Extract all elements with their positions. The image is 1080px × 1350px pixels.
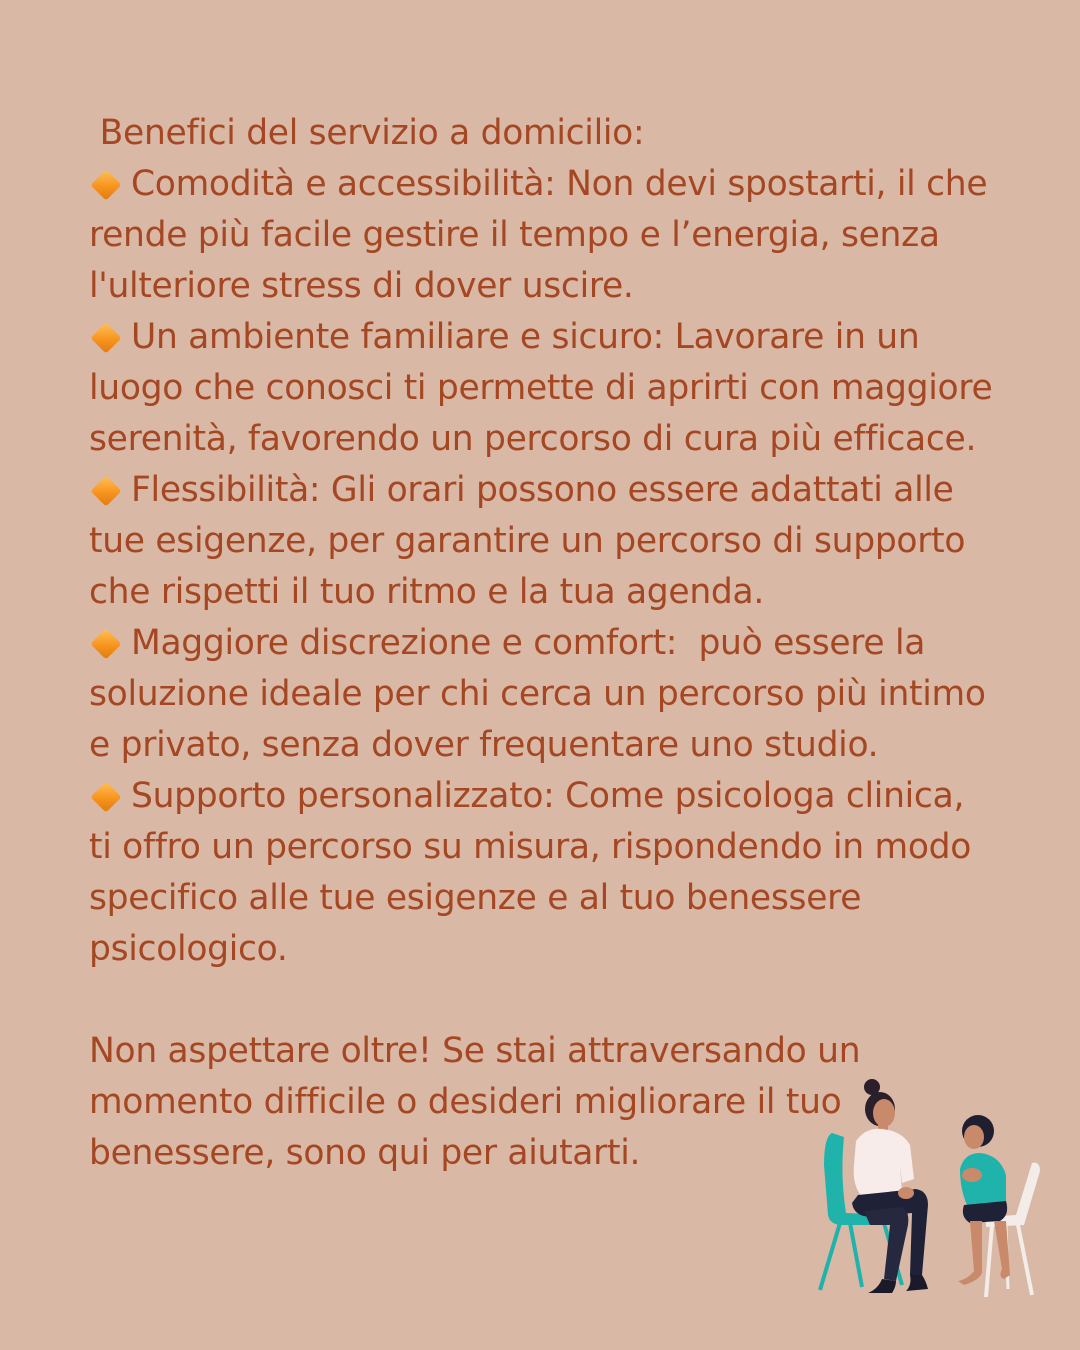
benefit-line: Supporto personalizzato: Come psicologa clinica, bbox=[131, 776, 965, 816]
orange-diamond-icon bbox=[90, 169, 121, 200]
benefit-line: tue esigenze, per garantire un percorso di supporto bbox=[89, 521, 966, 561]
benefit-line: Comodità e accessibilità: Non devi spostarti, il che bbox=[131, 164, 988, 204]
benefit-item bbox=[89, 465, 994, 618]
orange-diamond-icon bbox=[90, 322, 121, 353]
benefit-line: rende più facile gestire il tempo e l’energia, senza bbox=[89, 215, 940, 255]
heading: Benefici del servizio a domicilio: bbox=[89, 113, 645, 153]
benefit-line: Flessibilità: Gli orari possono essere adattati alle bbox=[131, 470, 954, 510]
benefit-line: Un ambiente familiare e sicuro: Lavorare in un bbox=[131, 317, 920, 357]
benefit-item bbox=[89, 159, 994, 312]
orange-diamond-icon bbox=[90, 781, 121, 812]
child-figure bbox=[958, 1115, 1010, 1285]
text-block bbox=[89, 108, 994, 1179]
benefit-line: e privato, senza dover frequentare uno studio. bbox=[89, 725, 879, 765]
benefit-item bbox=[89, 618, 994, 771]
benefit-line: che rispetti il tuo ritmo e la tua agenda. bbox=[89, 572, 765, 612]
benefit-item bbox=[89, 312, 994, 465]
benefit-line: specifico alle tue esigenze e al tuo benessere bbox=[89, 878, 862, 918]
spacer bbox=[89, 975, 994, 1026]
benefit-line: soluzione ideale per chi cerca un percorso più intimo bbox=[89, 674, 986, 714]
orange-diamond-icon bbox=[90, 628, 121, 659]
benefit-line: l'ulteriore stress di dover uscire. bbox=[89, 266, 634, 306]
benefit-line: luogo che conosci ti permette di aprirti con maggiore bbox=[89, 368, 993, 408]
closing-line: Non aspettare oltre! Se stai attraversando un bbox=[89, 1031, 861, 1071]
closing-line: momento difficile o desideri migliorare il tuo bbox=[89, 1082, 842, 1122]
benefit-line: psicologico. bbox=[89, 929, 288, 969]
benefit-line: ti offro un percorso su misura, rispondendo in modo bbox=[89, 827, 972, 867]
benefit-line: Maggiore discrezione e comfort: può essere la bbox=[131, 623, 926, 663]
adult-figure bbox=[852, 1079, 928, 1293]
benefit-line: serenità, favorendo un percorso di cura più efficace. bbox=[89, 419, 977, 459]
benefit-item bbox=[89, 771, 994, 975]
closing-line: benessere, sono qui per aiutarti. bbox=[89, 1133, 641, 1173]
orange-diamond-icon bbox=[90, 475, 121, 506]
therapy-session-illustration bbox=[810, 1075, 1050, 1310]
